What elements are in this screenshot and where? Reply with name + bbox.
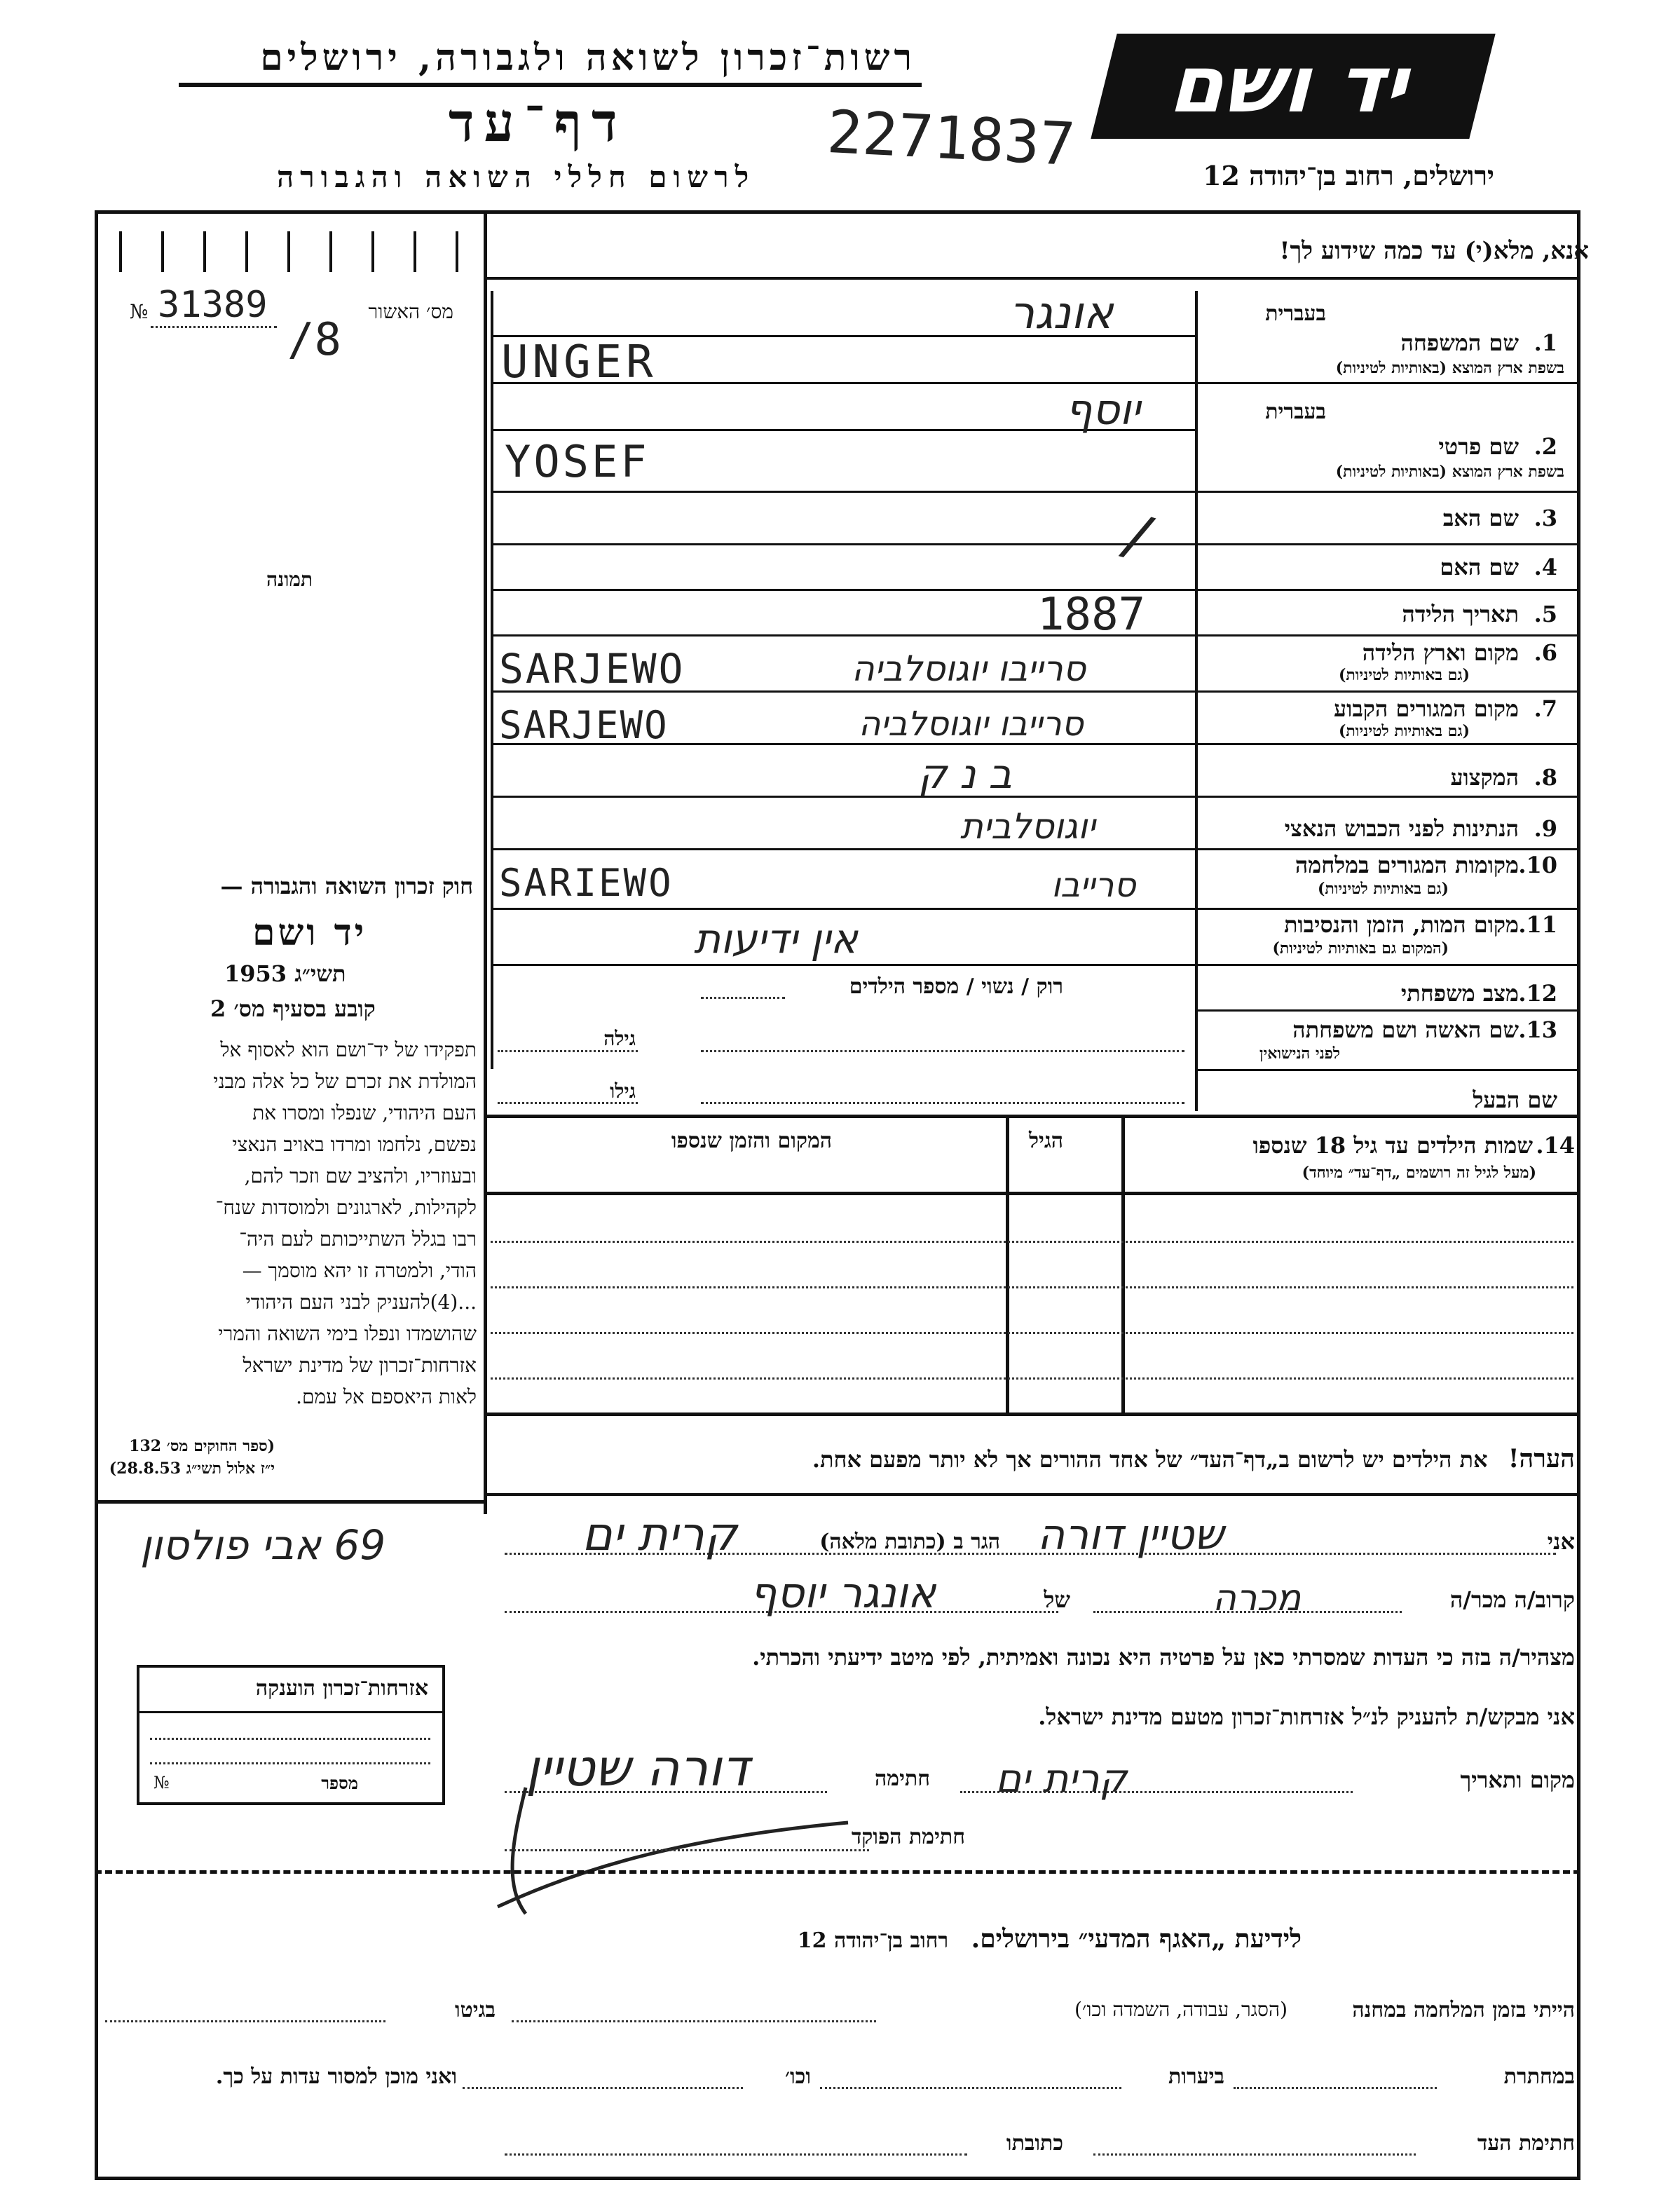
- footer-divider: [95, 1870, 1580, 1874]
- children-bottom-line: [484, 1413, 1580, 1416]
- row-line: [491, 908, 1195, 910]
- field-1-value-he[interactable]: אונגר: [1009, 287, 1114, 339]
- law-title: חוק זכרון השואה והגבורה —: [220, 873, 473, 899]
- approval-label: מס׳ האשור: [368, 300, 453, 323]
- approval-number: 31389: [158, 284, 268, 326]
- footer-address-line[interactable]: [505, 2153, 967, 2156]
- label-line: [1198, 634, 1580, 637]
- field-2-label: שם פרטי: [1438, 433, 1519, 460]
- children-col-place: המקום והזמן שנספו: [671, 1129, 832, 1153]
- field-11-num: 11.: [1518, 911, 1557, 938]
- form-number: 2271837: [825, 97, 1077, 179]
- law-text-line: ...(4)להעניק לבני העם היהודי: [245, 1291, 477, 1314]
- decl-statement-2: אני מבקש/ת להעניק לנ״ל אזרחות־זכרון מטעם מדינת ישראל.: [1038, 1703, 1575, 1730]
- label-line: [1198, 491, 1580, 493]
- note-text: את הילדים יש לרשום ב„דף־העד״ של אחד ההורים אך לא יותר מפעם אחת.: [812, 1446, 1488, 1473]
- children-col-divider: [1006, 1115, 1009, 1413]
- row-line: [491, 796, 1195, 798]
- field-9-value[interactable]: יוגוסלבית: [960, 806, 1095, 847]
- field-2-lang: בעברית: [1265, 400, 1326, 424]
- sidebar-divider: [484, 210, 487, 1514]
- label-line: [1198, 543, 1580, 545]
- authority-underline: [179, 83, 922, 87]
- note-bottom-line: [484, 1493, 1580, 1496]
- field-3-value[interactable]: /: [1113, 500, 1163, 572]
- husband-age-label: גילו: [610, 1080, 636, 1103]
- decl-signature[interactable]: דורה שטיין: [526, 1738, 750, 1797]
- field-10-num: 10.: [1518, 852, 1557, 878]
- decl-place-date-label: מקום ותאריך: [1460, 1767, 1575, 1793]
- field-13-label: שם האשה ושם משפחתה: [1292, 1016, 1519, 1043]
- decl-officer-line[interactable]: [505, 1849, 869, 1851]
- label-line: [1198, 1069, 1580, 1071]
- field-11-sub: (המקום גם באותיות לטיניות): [1272, 939, 1449, 958]
- note-label: הערה!: [1508, 1444, 1575, 1473]
- form-subtitle: לרשום חללי השואה והגבורה: [277, 160, 756, 194]
- field-7-value-he[interactable]: סרייבו יוגוסלביה: [859, 704, 1084, 744]
- logo-text: יד ושם: [1163, 39, 1424, 130]
- husband-label: שם הבעל: [1473, 1087, 1557, 1113]
- children-row[interactable]: [491, 1286, 1573, 1288]
- footer-underground-line[interactable]: [1234, 2087, 1437, 2089]
- footer-notice: [798, 1924, 1302, 1954]
- margin-note: 69 אבי פולסון: [140, 1521, 386, 1569]
- label-line: [1198, 743, 1580, 745]
- footer-line3-b: כתובתו: [1006, 2131, 1063, 2156]
- decl-signature-label: חתימה: [875, 1767, 930, 1791]
- field-1-label: שם המשפחה: [1400, 329, 1519, 356]
- wife-age-label: גילה: [603, 1027, 636, 1050]
- law-text-line: לקהילות, לארגונים ולמוסדות שנח־: [215, 1196, 477, 1219]
- children-row[interactable]: [491, 1241, 1573, 1243]
- field-3-label: שם האב: [1442, 505, 1519, 531]
- decl-of-label: של: [1044, 1586, 1070, 1613]
- children-row[interactable]: [491, 1332, 1573, 1334]
- law-text-line: המולדת את זכרם של כל אלה מבני: [213, 1070, 477, 1093]
- husband-name-line[interactable]: [701, 1102, 1184, 1104]
- field-2-sub: בשפת ארץ המוצא (באותיות לטיניות): [1335, 463, 1564, 481]
- footer-forest-line[interactable]: [820, 2087, 1121, 2089]
- law-text-line: הודי, ולמטרה זו יהא מוסמך —: [242, 1259, 477, 1282]
- field-12-options: רוק / נשוי / מספר הילדים: [849, 974, 1063, 999]
- box-line: [139, 1711, 442, 1713]
- footer-line1-end: בגיטו: [454, 1998, 496, 2022]
- children-header-line: [484, 1192, 1580, 1195]
- instruction: אנא, מלא(י) עד כמה שידוע לך!: [1279, 237, 1589, 265]
- field-7-value-latin[interactable]: SARJEWO: [499, 703, 669, 747]
- children-col-divider: [1121, 1115, 1125, 1413]
- law-text-line: ובעוזריו, ולהציב שם וזכר להם,: [244, 1164, 477, 1187]
- wife-age-line[interactable]: [498, 1050, 638, 1052]
- decl-relation[interactable]: מכרה: [1213, 1577, 1302, 1619]
- form-title: דף־עד: [449, 91, 627, 154]
- law-text-line: שהושמדו ונפלו בימי השואה והמרי: [218, 1322, 477, 1345]
- field-1-value-latin[interactable]: UNGER: [501, 336, 657, 388]
- decl-witness-name[interactable]: שטיין דורה: [1037, 1511, 1224, 1560]
- field-3-num: 3.: [1534, 505, 1557, 531]
- label-column-divider: [1195, 291, 1198, 1111]
- law-year: תשי״ג 1953: [224, 960, 346, 987]
- field-1-num: 1.: [1534, 329, 1557, 356]
- field-11-value[interactable]: אין ידיעות: [694, 915, 858, 962]
- box-number-label: מספר: [321, 1773, 358, 1793]
- note: [812, 1444, 1575, 1473]
- decl-address-label: הגר ב (כתובת מלאה): [819, 1530, 1000, 1554]
- decl-statement-1: מצהיר/ה בזה כי העדות שמסרתי כאן על פרטיה היא נכונה ואמיתית, לפי מיטב ידיעתי והכרתי.: [752, 1644, 1575, 1670]
- field-6-label: מקום וארץ הלידה: [1362, 639, 1519, 666]
- decl-relative-label: קרוב/ה מכר/ה: [1449, 1586, 1575, 1613]
- row-line: [491, 964, 1195, 966]
- field-6-sub: (גם באותיות לטיניות): [1338, 666, 1470, 684]
- field-7-num: 7.: [1534, 695, 1557, 722]
- footer-line1-start: הייתי בזמן המלחמה במחנה: [1352, 1998, 1575, 2022]
- label-line: [1198, 690, 1580, 693]
- field-12-num: 12.: [1518, 980, 1557, 1007]
- decl-witness-address[interactable]: קרית ים: [582, 1507, 737, 1561]
- law-text-line: נפשם, נלחמו ומרדו באויב הנאצי: [232, 1133, 477, 1156]
- footer-line2-b: ביערות: [1168, 2064, 1224, 2089]
- law-name: יד ושם: [252, 911, 367, 954]
- field-5-label: תאריך הלידה: [1402, 601, 1519, 627]
- law-text-line: העם היהודי, שנפלו ומסרו את: [252, 1101, 477, 1124]
- field-13-sub: לפני הנישואין: [1259, 1044, 1340, 1063]
- decl-i-label: אני: [1547, 1528, 1575, 1555]
- field-10-value-he[interactable]: סרייבו: [1051, 866, 1136, 905]
- row-line: [491, 491, 1195, 493]
- children-top-line: [484, 1115, 1580, 1118]
- children-sub: (מעל לגיל זה רושמים „דף־עד״ מיוחד): [1302, 1164, 1536, 1182]
- label-line: [1198, 908, 1580, 910]
- box-dotted[interactable]: [150, 1762, 430, 1764]
- citizenship-box: [137, 1665, 445, 1805]
- footer-camp-line[interactable]: [512, 2020, 876, 2022]
- footer-notice-address: רחוב בן־יהודה 12: [797, 1928, 949, 1953]
- field-11-label: מקום המות, הזמן והנסיבות: [1283, 911, 1519, 938]
- yad-vashem-logo: [1091, 34, 1495, 139]
- row-line: [491, 543, 1195, 545]
- label-line: [1198, 589, 1580, 591]
- field-8-label: המקצוע: [1450, 764, 1519, 791]
- field-10-sub: (גם באותיות לטיניות): [1317, 880, 1449, 898]
- decl-place-date[interactable]: קרית ים: [995, 1756, 1128, 1802]
- field-5-num: 5.: [1534, 601, 1557, 627]
- law-text: [98, 1034, 477, 1413]
- field-2-num: 2.: [1534, 433, 1557, 460]
- field-2-value-latin[interactable]: YOSEF: [505, 436, 650, 487]
- children-num: 14.: [1536, 1132, 1575, 1159]
- label-line: [1198, 964, 1580, 966]
- box-number-prefix: №: [153, 1773, 170, 1792]
- label-line: [1198, 382, 1580, 384]
- law-text-line: אזרחות־זכרון של מדינת ישראל: [243, 1354, 477, 1377]
- field-1-sub: בשפת ארץ המוצא (באותיות לטיניות): [1335, 359, 1564, 377]
- row-line: [491, 848, 1195, 850]
- field-10-value-latin[interactable]: SARIEWO: [499, 861, 674, 905]
- law-ref-1: (ספר החוקים מס׳ 132: [129, 1437, 275, 1455]
- children-label: שמות הילדים עד גיל 18 שנספו: [1252, 1132, 1533, 1159]
- field-12-label: מצב משפחתי: [1400, 980, 1519, 1007]
- law-ref-2: י״ז אלול תשי״ג 28.8.53): [109, 1459, 275, 1478]
- law-text-line: רבו בגלל השתייכותם לעם היה־: [239, 1227, 477, 1251]
- value-column-left: [491, 291, 493, 1069]
- field-7-sub: (גם באותיות לטיניות): [1338, 722, 1470, 740]
- law-clause: קובע בסעיף מס׳ 2: [210, 995, 376, 1022]
- approval-line: [151, 326, 277, 328]
- instruction-underline: [484, 277, 1580, 280]
- law-text-line: לאות היאספם אל עמם.: [296, 1385, 477, 1408]
- field-4-label: שם האם: [1440, 554, 1519, 580]
- law-text-line: תפקידו של יד־ושם הוא לאסוף אל: [220, 1038, 477, 1061]
- children-row[interactable]: [491, 1377, 1573, 1380]
- field-9-label: הנתינות לפני הכבוש הנאצי: [1284, 815, 1519, 842]
- field-8-value[interactable]: בנק: [918, 750, 1025, 798]
- field-2-value-he[interactable]: יוסף: [1065, 386, 1141, 435]
- field-10-label: מקומות המגורים במלחמה: [1295, 852, 1519, 878]
- field-13-num: 13.: [1518, 1016, 1557, 1043]
- ticks-row: [119, 231, 477, 272]
- label-line: [1198, 1009, 1580, 1012]
- field-4-num: 4.: [1534, 554, 1557, 580]
- footer-notice-text: לידיעת „האגף המדעי״ בירושלים.: [971, 1924, 1302, 1954]
- footer-ghetto-line[interactable]: [105, 2020, 385, 2022]
- label-line: [1198, 848, 1580, 850]
- footer-witness-signature-line[interactable]: [1093, 2153, 1416, 2156]
- footer-line2-a: במחתרת: [1503, 2064, 1575, 2089]
- field-9-num: 9.: [1534, 815, 1557, 842]
- footer-line2-d: ואני מוכן למסור עדות על כך.: [215, 2064, 457, 2089]
- field-8-num: 8.: [1534, 764, 1557, 791]
- wife-name-line[interactable]: [701, 1050, 1184, 1052]
- field-12-children-line[interactable]: [701, 997, 785, 999]
- field-1-lang: בעברית: [1265, 301, 1326, 326]
- field-5-value[interactable]: 1887: [1037, 589, 1146, 641]
- field-6-num: 6.: [1534, 639, 1557, 666]
- authority-title: רשות־זכרון לשואה ולגבורה, ירושלים: [260, 36, 916, 79]
- footer-etc-line[interactable]: [463, 2087, 743, 2089]
- husband-age-line[interactable]: [498, 1102, 638, 1104]
- box-dotted[interactable]: [150, 1738, 430, 1740]
- approval-prefix: №: [130, 300, 149, 323]
- sidebar-bottom-line: [95, 1500, 487, 1504]
- decl-subject[interactable]: אונגר יוסף: [750, 1569, 936, 1618]
- decl-officer-label: חתימת הפוקד: [851, 1825, 965, 1849]
- field-6-value-latin[interactable]: SARJEWO: [499, 645, 685, 693]
- citizenship-box-title: אזרחות־זכרון הוענקה: [255, 1676, 428, 1701]
- label-line: [1198, 796, 1580, 798]
- field-7-label: מקום המגורים הקבוע: [1334, 695, 1519, 722]
- children-col-age: הגיל: [1028, 1129, 1063, 1153]
- field-6-value-he[interactable]: סרייבו יוגוסלביה: [852, 648, 1086, 689]
- photo-label: תמונה: [266, 568, 313, 591]
- approval-sub: /8: [287, 314, 342, 366]
- header-address: ירושלים, רחוב בן־יהודה 12: [1203, 160, 1494, 191]
- footer-line1-paren: (הסגר, עבודה, השמדה וכו׳): [1074, 1998, 1288, 2021]
- footer-line2-c: וכו׳: [785, 2064, 811, 2089]
- footer-line3-a: חתימת העד: [1477, 2131, 1575, 2156]
